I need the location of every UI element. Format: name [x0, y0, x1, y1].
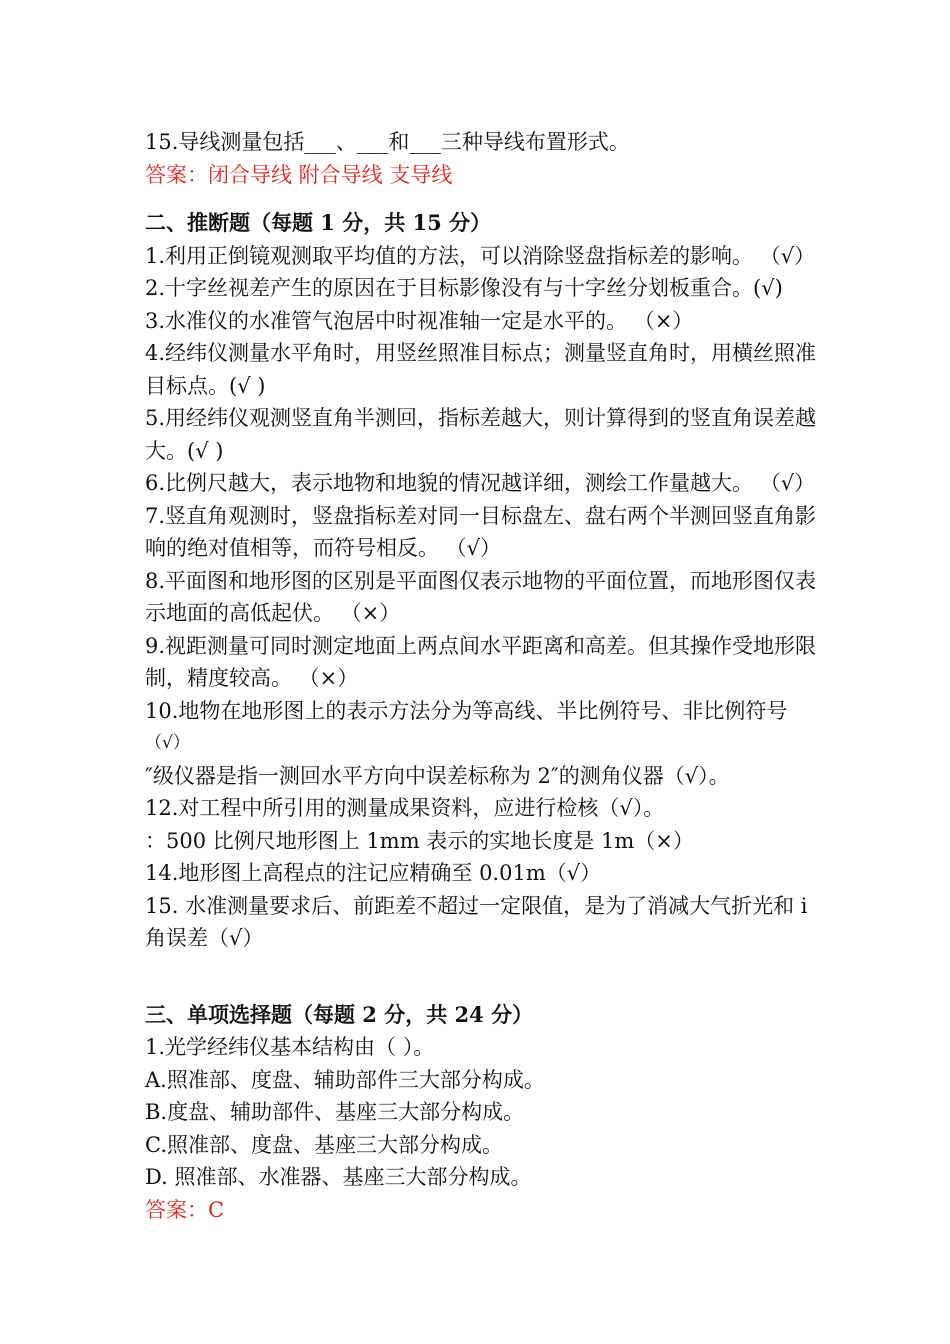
mc-option-b: B.度盘、辅助部件、基座三大部分构成。 [145, 1100, 525, 1124]
tf-line: 角误差（√） [145, 926, 264, 950]
spacer [145, 191, 865, 207]
tf-line: 4.经纬仪测量水平角时，用竖丝照准目标点；测量竖直角时，用横丝照准 [145, 341, 817, 365]
tf-line: 制，精度较高。 （×） [145, 666, 359, 690]
tf-line: 15. 水准测量要求后、前距差不超过一定限值，是为了消减大气折光和 i [145, 893, 808, 918]
tf-line: 响的绝对值相等，而符号相反。 （√） [145, 536, 502, 560]
tf-line: 大。(√ ) [145, 438, 224, 463]
tf-line: 2.十字丝视差产生的原因在于目标影像没有与十字丝分划板重合。(√) [145, 276, 783, 300]
fill-answer-15: 答案：闭合导线 附合导线 支导线 [145, 162, 453, 187]
tf-line: 9.视距测量可同时测定地面上两点间水平距离和高差。但其操作受地形限 [145, 633, 817, 658]
tf-line: 7.竖直角观测时，竖盘指标差对同一目标盘左、盘右两个半测回竖直角影 [145, 503, 817, 528]
tf-section-heading: 二、推断题（每题 1 分，共 15 分） [145, 210, 492, 235]
mc-option-c: C.照准部、度盘、基座三大部分构成。 [145, 1132, 503, 1157]
tf-line: 10.地物在地形图上的表示方法分为等高线、半比例符号、非比例符号 [145, 698, 788, 723]
tf-line: 14.地形图上高程点的注记应精确至 0.01m（√） [145, 861, 602, 885]
spacer [145, 955, 865, 999]
tf-line: 5.用经纬仪观测竖直角半测回，指标差越大，则计算得到的竖直角误差越 [145, 406, 817, 430]
tf-line: ：500 比例尺地形图上 1mm 表示的实地长度是 1m（×） [145, 828, 694, 853]
tf-line: 示地面的高低起伏。 （×） [145, 601, 401, 625]
mc-section-heading: 三、单项选择题（每题 2 分，共 24 分） [145, 1001, 534, 1027]
mc-question-1: 1.光学经纬仪基本结构由（ ）。 [145, 1035, 435, 1059]
tf-line: 1.利用正倒镜观测取平均值的方法，可以消除竖盘指标差的影响。 （√） [145, 243, 816, 268]
tf-line: 8.平面图和地形图的区别是平面图仅表示地物的平面位置，而地形图仅表 [145, 568, 817, 593]
mc-option-d: D. 照准部、水准器、基座三大部分构成。 [145, 1165, 532, 1189]
tf-line: 目标点。(√ ) [145, 373, 266, 398]
tf-line: 3.水准仪的水准管气泡居中时视准轴一定是水平的。 （×） [145, 308, 694, 333]
tf-line: ″级仪器是指一测回水平方向中误差标称为 2″的测角仪器（√）。 [145, 763, 730, 788]
tf-line: （√） [145, 733, 190, 753]
document-page [145, 126, 865, 1226]
fill-question-15: 15.导线测量包括___、___和___三种导线布置形式。 [145, 130, 630, 154]
tf-line: 6.比例尺越大，表示地物和地貌的情况越详细，测绘工作量越大。 （√） [145, 471, 816, 495]
tf-line: 12.对工程中所引用的测量成果资料，应进行检核（√）。 [145, 796, 665, 820]
mc-option-a: A.照准部、度盘、辅助部件三大部分构成。 [145, 1067, 545, 1092]
mc-answer-1: 答案：C [145, 1197, 225, 1222]
